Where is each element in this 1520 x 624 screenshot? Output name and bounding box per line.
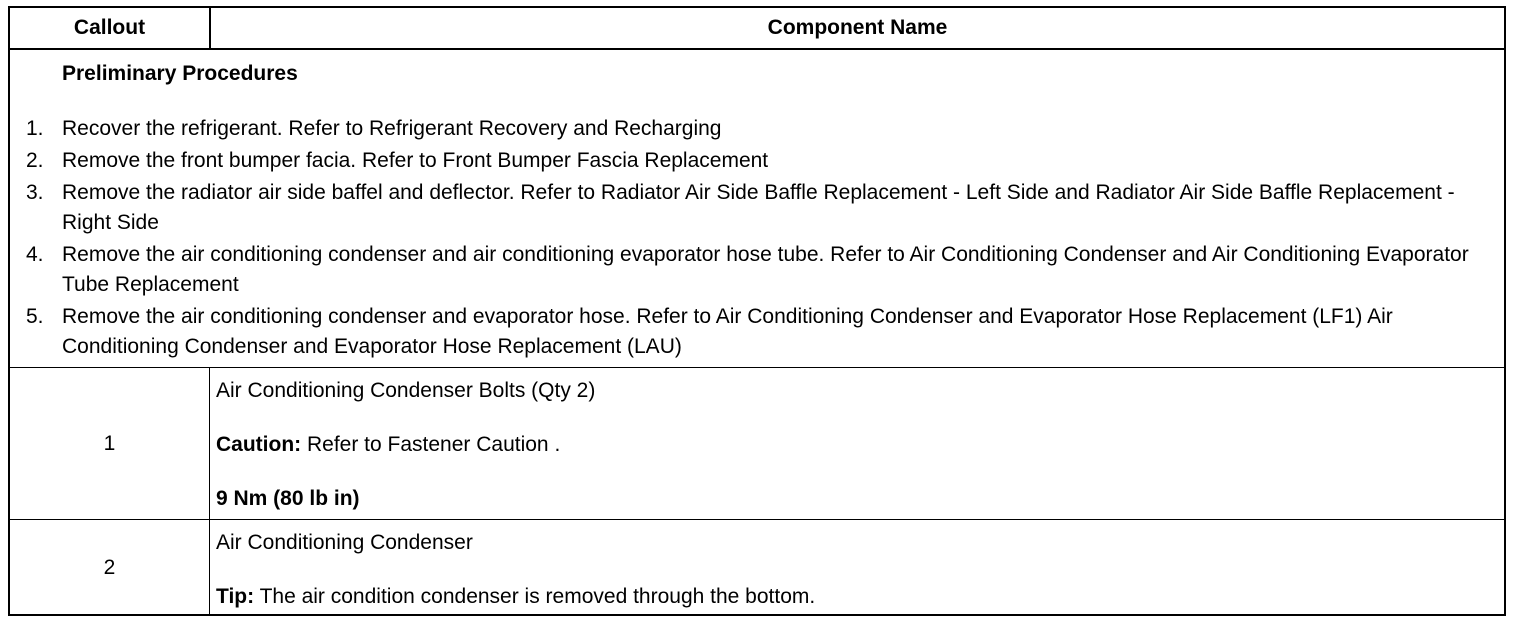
- preliminary-step: [10, 146, 1494, 176]
- preliminary-step: [10, 302, 1494, 362]
- step-text: Remove the air conditioning condenser and air conditioning evaporator hose tube. Refer to Air Conditioning Condenser and Air Conditioning Evaporator Tube Replacement: [62, 243, 1469, 296]
- preliminary-procedures-row: [10, 50, 1504, 368]
- preliminary-step: [10, 178, 1494, 238]
- table-row: [10, 520, 1504, 616]
- callout-number: 1: [10, 368, 210, 519]
- step-number: 4.: [26, 243, 44, 266]
- preliminary-steps-list: [10, 114, 1494, 364]
- step-number: 5.: [26, 305, 44, 328]
- tip-text: The air condition condenser is removed through the bottom.: [254, 585, 816, 608]
- table-row: [10, 368, 1504, 520]
- caution-text: Refer to Fastener Caution .: [301, 433, 561, 456]
- component-name: Air Conditioning Condenser: [216, 531, 473, 554]
- tip-label: Tip:: [216, 585, 255, 608]
- step-number: 3.: [26, 181, 44, 204]
- table-header-row: [10, 8, 1504, 50]
- step-text: Recover the refrigerant. Refer to Refrigerant Recovery and Recharging: [62, 117, 722, 140]
- step-text: Remove the air conditioning condenser and evaporator hose. Refer to Air Conditioning Condenser and Evaporator Hose Replacement (LF1) Air Conditioning Condenser and Evaporator Hose Replacement (LAU): [62, 305, 1393, 358]
- caution-label: Caution:: [216, 433, 302, 456]
- step-number: 2.: [26, 149, 44, 172]
- preliminary-procedures-title: Preliminary Procedures: [62, 62, 298, 85]
- component-table: [8, 6, 1506, 616]
- step-text: Remove the radiator air side baffel and deflector. Refer to Radiator Air Side Baffle Replacement - Left Side and Radiator Air Side Baffle Replacement - Right Side: [62, 181, 1455, 234]
- tip-note: [216, 584, 815, 610]
- callout-number: 2: [10, 520, 210, 616]
- torque-spec: 9 Nm (80 lb in): [216, 487, 360, 510]
- caution-note: [216, 432, 560, 458]
- preliminary-step: [10, 240, 1494, 300]
- callout-column-header: Callout: [10, 8, 211, 48]
- step-number: 1.: [26, 117, 44, 140]
- preliminary-step: [10, 114, 1494, 144]
- component-name-column-header: Component Name: [767, 16, 948, 39]
- step-text: Remove the front bumper facia. Refer to Front Bumper Fascia Replacement: [62, 149, 769, 172]
- component-name: Air Conditioning Condenser Bolts (Qty 2): [216, 379, 596, 402]
